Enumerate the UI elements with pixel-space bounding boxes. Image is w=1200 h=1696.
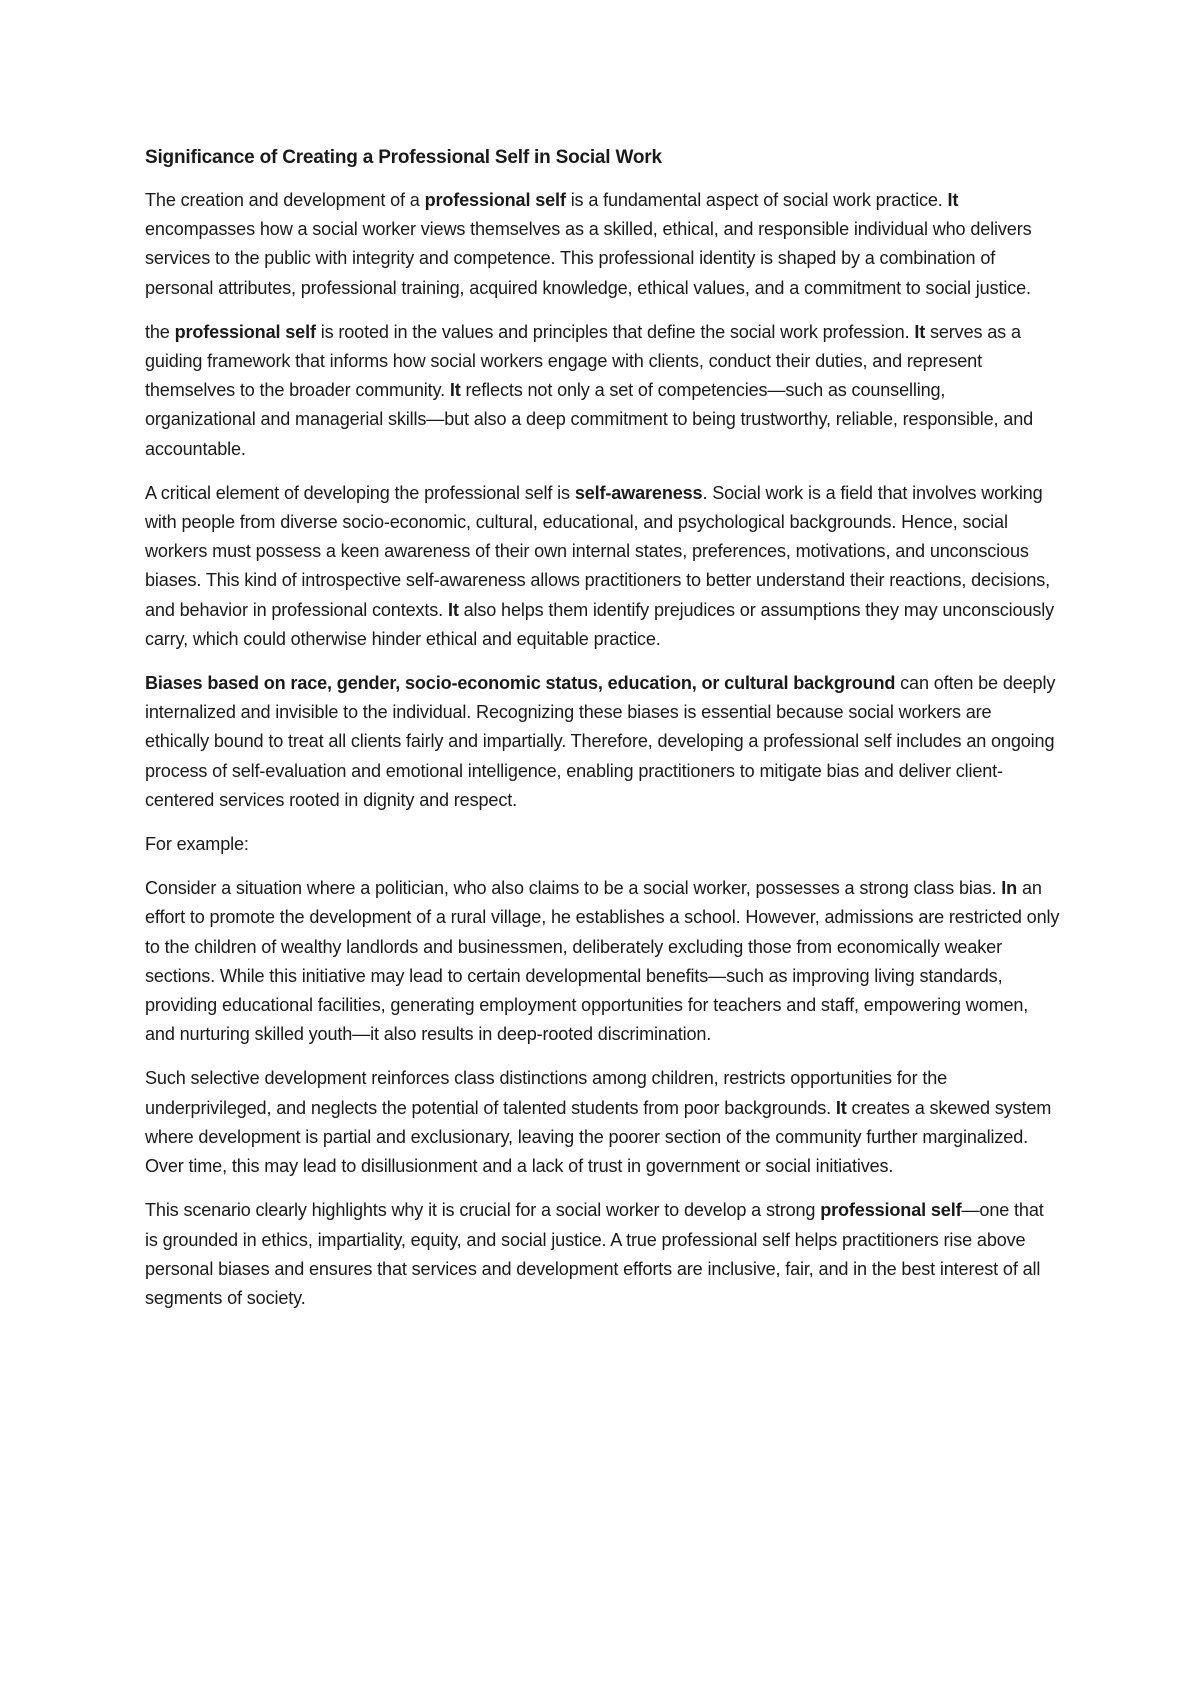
- document-title: Significance of Creating a Professional Self in Social Work: [145, 147, 662, 168]
- paragraph: [145, 830, 1060, 859]
- paragraph: [145, 479, 1060, 654]
- text-segment: . Social work is a field that involves working with people from diverse socio-economic, cultural, educational, and psychological backgrounds. Hence, social workers must possess a keen awareness of their own internal states, preferences, motivations, and unconscious biases. This kind of introspective self-awareness allows practitioners to better understand their reactions, decisions, and behavior in professional contexts.: [145, 482, 1051, 620]
- document-page: [145, 146, 1060, 1328]
- text-segment: creates a skewed system where development is partial and exclusionary, leaving the poorer section of the community further marginalized. Over time, this may lead to disillusionment and a lack of trust in government or social initiatives.: [145, 1097, 1052, 1177]
- paragraph: [145, 1196, 1060, 1313]
- text-segment: encompasses how a social worker views themselves as a skilled, ethical, and responsible individual who delivers services to the public with integrity and competence. This professional identity is shaped by a combination of personal attributes, professional training, acquired knowledge, ethical values, and a commitment to social justice.: [145, 219, 1032, 298]
- bold-text: self-awareness: [574, 482, 703, 503]
- text-segment: an effort to promote the development of a rural village, he establishes a school. However, admissions are restricted only to the children of wealthy landlords and businessmen, deliberately excluding those from economically weaker sections. While this initiative may lead to certain developmental benefits—such as improving living standards, providing educational facilities, generating employment opportunities for teachers and staff, empowering women, and nurturing skilled youth—it also results in deep-rooted discrimination.: [145, 878, 1060, 1045]
- text-segment: The creation and development of a: [145, 190, 425, 210]
- paragraph: [145, 669, 1060, 815]
- bold-text: It: [914, 321, 926, 342]
- bold-text: professional self: [820, 1200, 962, 1221]
- text-segment: Consider a situation where a politician, who also claims to be a social worker, possesses a strong class bias.: [145, 878, 1002, 899]
- text-segment: For example:: [145, 834, 249, 855]
- text-segment: the: [145, 321, 175, 342]
- bold-text: professional self: [424, 190, 566, 210]
- text-segment: Such selective development reinforces class distinctions among children, restricts opportunities for the underprivileged, and neglects the potential of talented students from poor backgrounds.: [145, 1068, 948, 1118]
- paragraph: [145, 318, 1060, 464]
- paragraph: [145, 874, 1060, 1049]
- bold-text: It: [449, 380, 461, 401]
- bold-text: In: [1001, 878, 1018, 899]
- text-segment: A critical element of developing the professional self is: [145, 482, 575, 503]
- bold-text: It: [447, 599, 459, 620]
- paragraph: [145, 1064, 1060, 1181]
- text-segment: reflects not only a set of competencies—such as counselling, organizational and managerial skills—but also a deep commitment to being trustworthy, reliable, responsible, and accountable.: [145, 380, 1034, 459]
- document-body: [145, 186, 1060, 1313]
- text-segment: —one that is grounded in ethics, impartiality, equity, and social justice. A true professional self helps practitioners rise above personal biases and ensures that services and development efforts are inclusive, fair, and in the best interest of all segments of society.: [145, 1200, 1044, 1308]
- bold-text: It: [947, 190, 959, 210]
- text-segment: is rooted in the values and principles that define the social work profession.: [315, 321, 915, 342]
- bold-text: It: [835, 1097, 847, 1118]
- bold-text: Biases based on race, gender, socio-economic status, education, or cultural background: [145, 673, 896, 694]
- text-segment: can often be deeply internalized and invisible to the individual. Recognizing these biases is essential because social workers are ethically bound to treat all clients fairly and impartially. Therefore, developing a professional self includes an ongoing process of self-evaluation and emotional intelligence, enabling practitioners to mitigate bias and deliver client-centered services rooted in dignity and respect.: [145, 673, 1056, 810]
- text-segment: also helps them identify prejudices or assumptions they may unconsciously carry, which could otherwise hinder ethical and equitable practice.: [145, 599, 1055, 649]
- text-segment: is a fundamental aspect of social work practice.: [565, 190, 948, 210]
- text-segment: This scenario clearly highlights why it is crucial for a social worker to develop a strong: [145, 1200, 821, 1221]
- text-segment: serves as a guiding framework that informs how social workers engage with clients, conduct their duties, and represent themselves to the broader community.: [145, 321, 1021, 401]
- bold-text: professional self: [174, 321, 316, 342]
- paragraph: [145, 186, 1060, 303]
